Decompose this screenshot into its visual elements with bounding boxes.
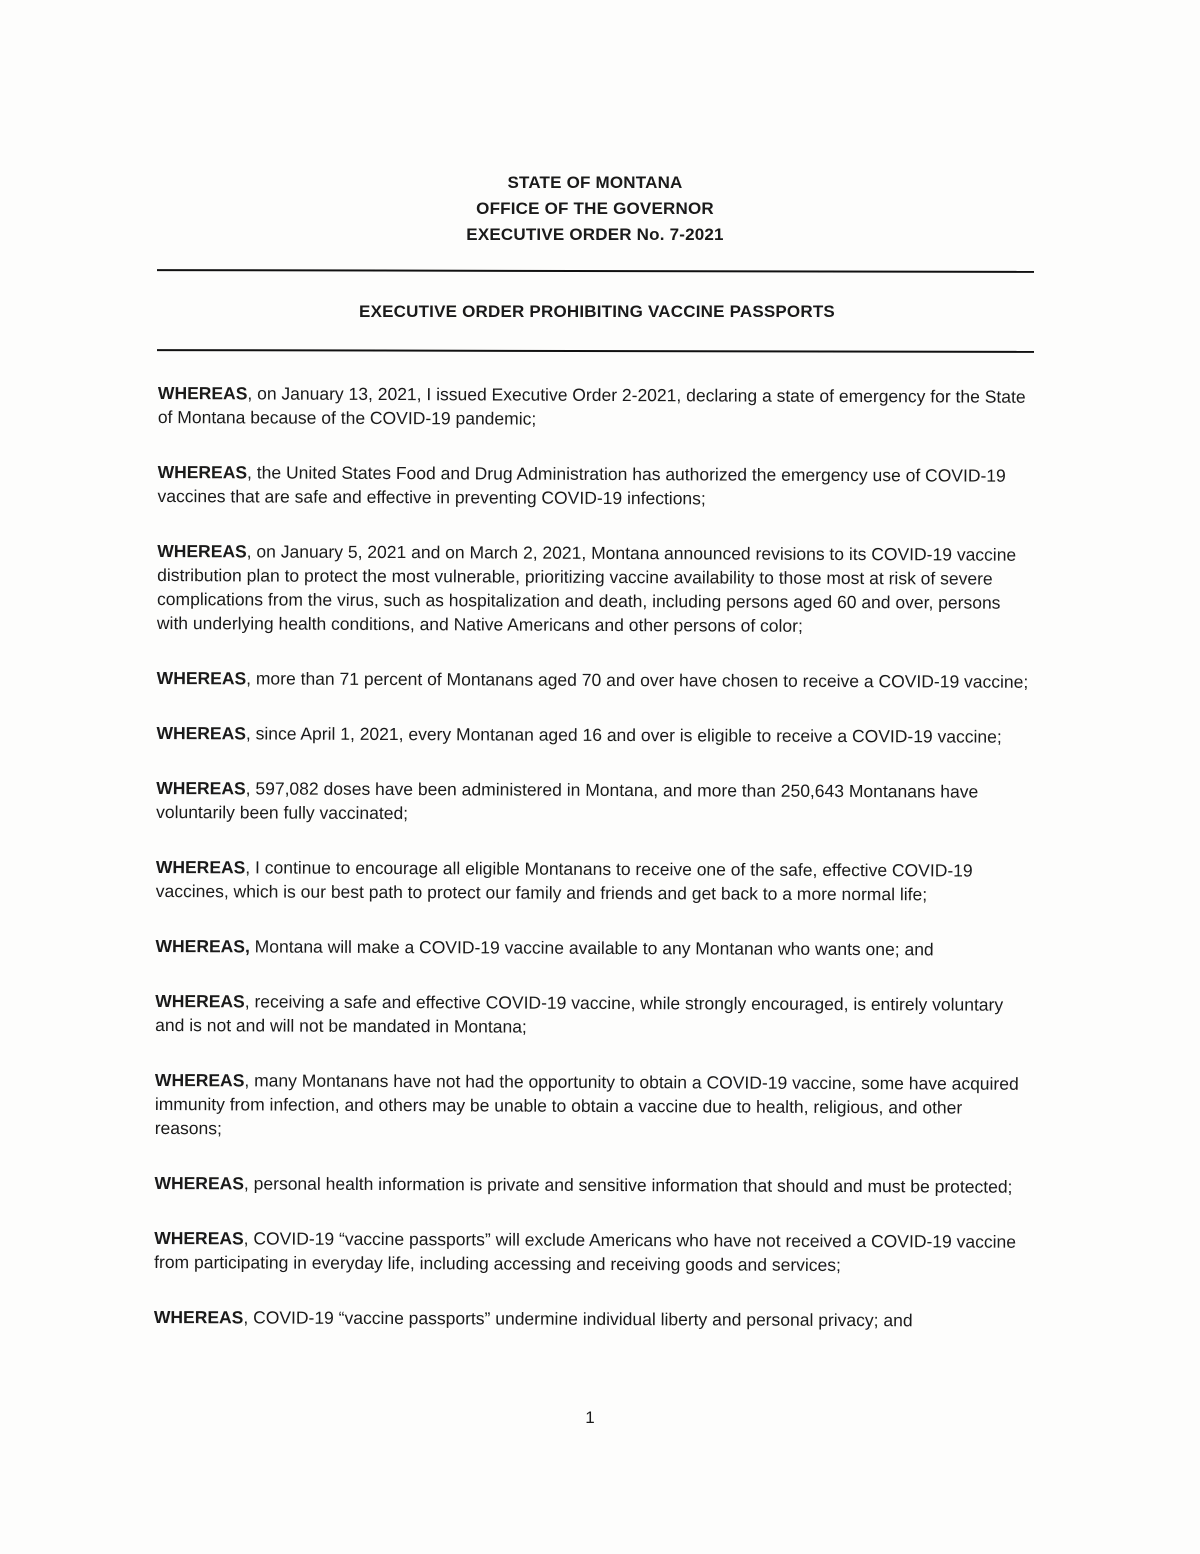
paragraph-text: , I continue to encourage all eligible Montanans to receive one of the safe, effective COVID-19 vaccines, which is our best path to protect our family and friends and get back to a more normal life; <box>155 857 973 905</box>
order-title: EXECUTIVE ORDER PROHIBITING VACCINE PASSPORTS <box>359 302 835 321</box>
header-office: OFFICE OF THE GOVERNOR <box>476 199 714 218</box>
paragraph-text: , on January 13, 2021, I issued Executive Order 2-2021, declaring a state of emergency for the State of Montana because of the COVID-19 pandemic; <box>157 383 1026 429</box>
whereas-paragraph <box>157 666 1032 694</box>
whereas-lead: WHEREAS, <box>155 935 250 957</box>
whereas-lead: WHEREAS <box>156 667 247 689</box>
bottom-divider <box>157 349 1034 353</box>
header-state: STATE OF MONTANA <box>507 173 683 192</box>
whereas-lead: WHEREAS <box>153 1306 244 1328</box>
whereas-paragraph <box>154 1226 1029 1278</box>
whereas-paragraph <box>156 776 1031 828</box>
paragraph-text: , since April 1, 2021, every Montanan aged 16 and over is eligible to receive a COVID-19 vaccine; <box>245 723 1002 747</box>
document-body <box>154 381 1033 1364</box>
whereas-lead: WHEREAS <box>154 1069 245 1091</box>
whereas-lead: WHEREAS <box>157 461 248 483</box>
paragraph-text: , COVID-19 “vaccine passports” will exclude Americans who have not received a COVID-19 vaccine from participating in everyday life, including accessing and receiving goods and services; <box>154 1228 1017 1275</box>
paragraph-text: , many Montanans have not had the opportunity to obtain a COVID-19 vaccine, some have acquired immunity from infection, and others may be unable to obtain a vaccine due to health, religious, and other reasons; <box>154 1070 1019 1139</box>
whereas-lead: WHEREAS <box>157 382 248 404</box>
paragraph-text: , receiving a safe and effective COVID-19 vaccine, while strongly encouraged, is entirely voluntary and is not and will not be mandated in Montana; <box>155 991 1004 1037</box>
document-header <box>0 170 1190 248</box>
whereas-paragraph <box>155 1068 1030 1144</box>
whereas-paragraph <box>157 460 1032 512</box>
whereas-paragraph <box>155 989 1030 1041</box>
whereas-lead: WHEREAS <box>154 1227 244 1249</box>
paragraph-text: , more than 71 percent of Montanans aged 70 and over have chosen to receive a COVID-19 vaccine; <box>246 668 1029 692</box>
top-divider <box>157 269 1034 273</box>
whereas-paragraph <box>158 381 1033 433</box>
whereas-lead: WHEREAS <box>155 856 246 878</box>
paragraph-text: , the United States Food and Drug Administration has authorized the emergency use of COVID-19 vaccines that are safe and effective in preventing COVID-19 infections; <box>157 462 1006 509</box>
whereas-lead: WHEREAS <box>156 777 246 799</box>
paragraph-text: Montana will make a COVID-19 vaccine available to any Montanan who wants one; and <box>249 936 934 960</box>
whereas-lead: WHEREAS <box>155 990 245 1012</box>
whereas-paragraph <box>155 934 1030 962</box>
whereas-paragraph <box>154 1171 1029 1199</box>
paragraph-text: , COVID-19 “vaccine passports” undermine individual liberty and personal privacy; and <box>243 1307 913 1331</box>
paragraph-text: , 597,082 doses have been administered in Montana, and more than 250,643 Montanans have voluntarily been fully vaccinated; <box>156 778 979 824</box>
paragraph-text: , on January 5, 2021 and on March 2, 2021, Montana announced revisions to its COVID-19 vaccine distribution plan to protect the most vulnerable, prioritizing vaccine availability to those most at risk of severe complications from the virus, such as hospitalization and death, including persons aged 60 and over, persons with underlying health conditions, and Native Americans and other persons of color; <box>156 541 1017 636</box>
whereas-lead: WHEREAS <box>154 1172 244 1194</box>
whereas-lead: WHEREAS <box>157 540 247 562</box>
whereas-paragraph <box>156 855 1031 907</box>
whereas-paragraph <box>157 539 1032 639</box>
whereas-lead: WHEREAS <box>156 722 246 744</box>
whereas-paragraph <box>156 721 1031 749</box>
page-number: 1 <box>585 1408 595 1427</box>
header-order-number: EXECUTIVE ORDER No. 7-2021 <box>466 225 724 244</box>
whereas-paragraph <box>154 1305 1029 1333</box>
paragraph-text: , personal health information is private and sensitive information that should and must be protected; <box>243 1173 1013 1197</box>
